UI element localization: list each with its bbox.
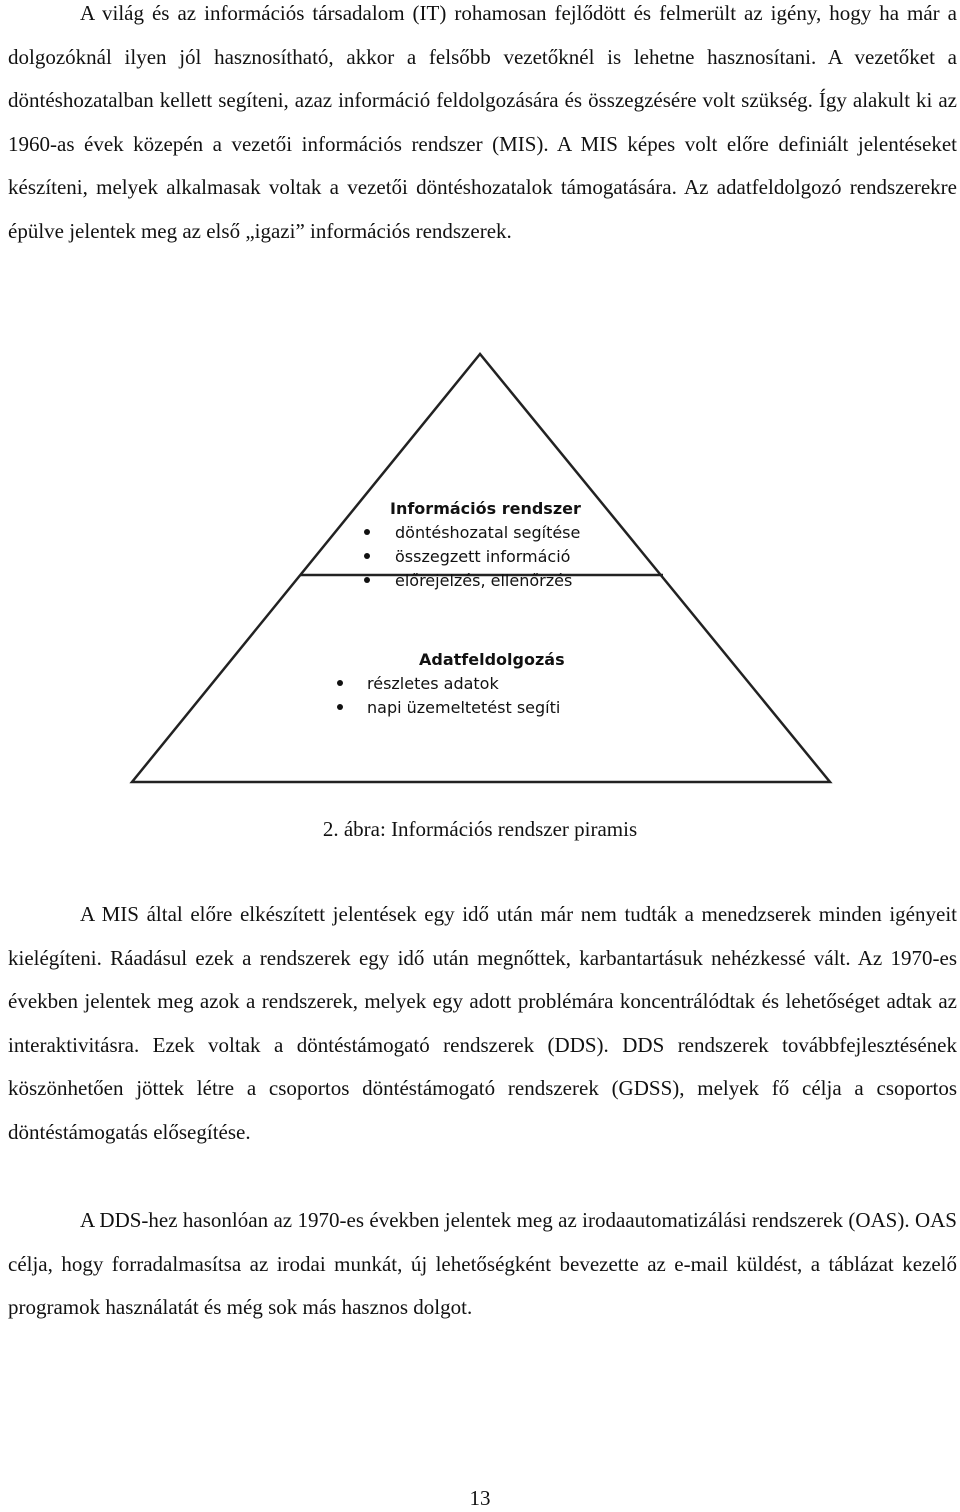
top-bullet-3: előrejelzés, ellenőrzés bbox=[395, 571, 573, 590]
top-bullet-1: döntéshozatal segítése bbox=[395, 523, 581, 542]
figure-caption: 2. ábra: Információs rendszer piramis bbox=[322, 817, 638, 841]
bottom-bullet-1: részletes adatok bbox=[367, 674, 499, 693]
bullet-dot bbox=[364, 577, 370, 583]
page-number: 13 bbox=[469, 1486, 491, 1510]
paragraph-1: A világ és az információs társadalom (IT) rohamosan fejlődött és felmerült az igény, hogy ha már a dolgozóknál ilyen jól hasznosítható, akkor a felsőbb vezetőknél is lehetne hasznosítani. A vezetőket a döntéshozatalban kellett segíteni, azaz információ feldolgozására és összegzésére volt szükség. Így alakult ki az 1960-as évek közepén a vezetői információs rendszer (MIS). A MIS képes volt előre definiált jelentéseket készíteni, melyek alkalmasak voltak a vezetői döntéshozatalok támogatására. Az adatfeldolgozó rendszerekre épülve jelentek meg az első „igazi” információs rendszerek. bbox=[8, 1, 957, 243]
bottom-section-heading: Adatfeldolgozás bbox=[419, 650, 565, 669]
top-bullet-2: összegzett információ bbox=[395, 547, 571, 566]
top-section-heading: Információs rendszer bbox=[390, 499, 581, 518]
bullet-dot bbox=[337, 704, 343, 710]
bullet-dot bbox=[337, 680, 343, 686]
paragraph-3: A DDS-hez hasonlóan az 1970-es években jelentek meg az irodaautomatizálási rendszerek (OAS). OAS célja, hogy forradalmasítsa az irodai munkát, új lehetőségként bevezette az e-mail küldést, a táblázat kezelő programok használatát és még sok más hasznos dolgot. bbox=[8, 1208, 957, 1320]
pyramid-diagram bbox=[0, 340, 960, 800]
bullet-dot bbox=[364, 553, 370, 559]
pyramid-outline bbox=[132, 354, 830, 782]
paragraph-2: A MIS által előre elkészített jelentések egy idő után már nem tudták a menedzserek minden igényeit kielégíteni. Ráadásul ezek a rendszerek egy idő után megnőttek, karbantartásuk nehézkessé vált. Az 1970-es években jelentek meg azok a rendszerek, melyek egy adott problémára koncentrálódtak és lehetőséget adtak az interaktivitásra. Ezek voltak a döntéstámogató rendszerek (DDS). DDS rendszerek továbbfejlesztésének köszönhetően jöttek létre a csoportos döntéstámogató rendszerek (GDSS), melyek fő célja a csoportos döntéstámogatás elősegítése. bbox=[8, 902, 957, 1144]
bottom-bullet-2: napi üzemeltetést segíti bbox=[367, 698, 561, 717]
pyramid-figure bbox=[0, 340, 960, 800]
bullet-dot bbox=[364, 529, 370, 535]
